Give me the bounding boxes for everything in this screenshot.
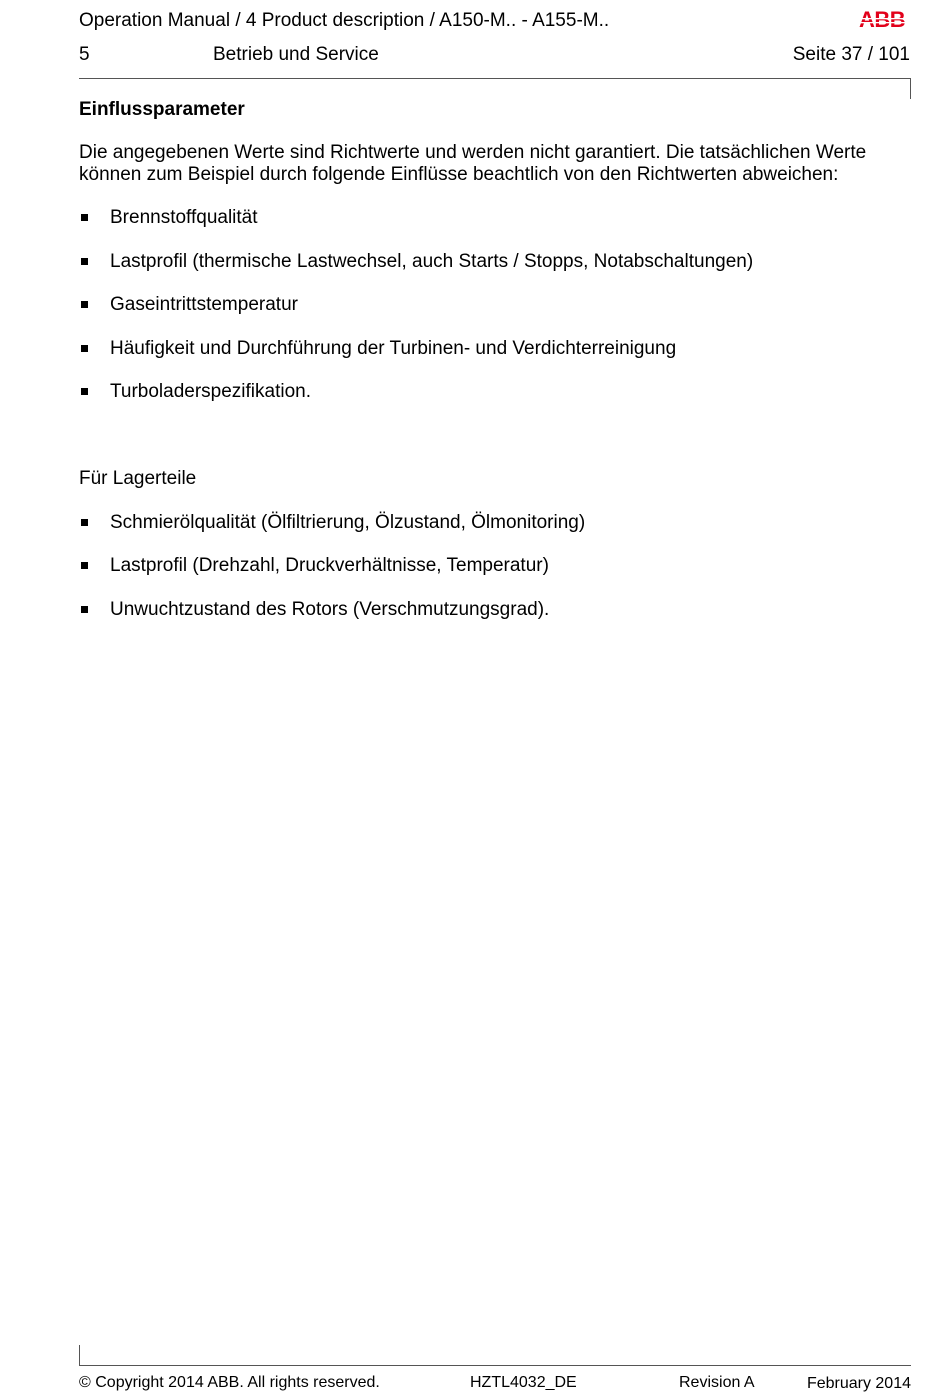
publication-date: February 2014: [806, 1375, 911, 1392]
bullet-square-icon: [81, 214, 88, 221]
header-rule: [79, 78, 911, 79]
document-id: HZTL4032_DE: [470, 1374, 577, 1391]
document-title: Operation Manual / 4 Product description / A150-M.. - A155-M..: [79, 10, 610, 31]
sub-heading: Für Lagerteile: [79, 468, 197, 489]
footer-rule: [79, 1365, 911, 1366]
chapter-number: 5: [79, 44, 90, 65]
bullet-square-icon: [81, 606, 88, 613]
page-number: Seite 37 / 101: [792, 44, 910, 65]
intro-paragraph-line-2: können zum Beispiel durch folgende Einflüsse beachtlich von den Richtwerten abweichen:: [79, 164, 839, 185]
bullet-square-icon: [81, 345, 88, 352]
copyright-text: © Copyright 2014 ABB. All rights reserved.: [79, 1374, 380, 1391]
chapter-title: Betrieb und Service: [213, 44, 379, 65]
intro-paragraph-line-1: Die angegebenen Werte sind Richtwerte und werden nicht garantiert. Die tatsächlichen Werte: [79, 142, 867, 163]
bullet-square-icon: [81, 258, 88, 265]
abb-logo: [859, 8, 911, 30]
revision-label: Revision A: [679, 1374, 755, 1391]
bullet-square-icon: [81, 519, 88, 526]
header-rule-tick: [910, 78, 911, 99]
bullet-square-icon: [81, 562, 88, 569]
bullet-square-icon: [81, 301, 88, 308]
section-heading: Einflussparameter: [79, 99, 245, 120]
bullet-square-icon: [81, 388, 88, 395]
footer-rule-tick: [79, 1345, 80, 1366]
